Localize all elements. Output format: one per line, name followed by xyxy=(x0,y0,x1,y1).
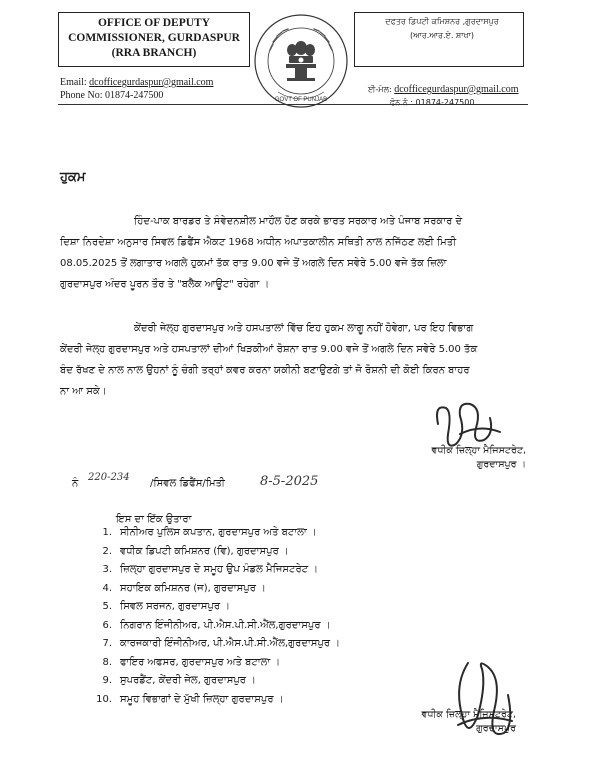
signatory-title: ਵਧੀਕ ਜ਼ਿਲ੍ਹਾ ਮੈਜਿਸਟਰੇਟ, xyxy=(421,709,516,720)
list-item: 2. ਵਧੀਕ ਡਿਪਟੀ ਕਮਿਸ਼ਨਰ (ਵਿ), ਗੁਰਦਾਸਪੁਰ । xyxy=(102,545,289,557)
copy-recipient-list xyxy=(90,524,340,709)
copy-to-label: ਇਸ ਦਾ ਇੱਕ ਉਤਾਰਾ xyxy=(116,514,192,525)
order-paragraph-1 xyxy=(60,211,528,295)
ref-date-handwritten: 8-5-2025 xyxy=(260,474,319,489)
office-branch-line: (RRA BRANCH) xyxy=(111,47,197,59)
email-label-punjabi: ਈ-ਮੇਲ: xyxy=(368,85,392,94)
svg-text:GOVT OF PUNJAB: GOVT OF PUNJAB xyxy=(274,97,328,103)
list-item: 6. ਨਿਗਰਾਨ ਇੰਜੀਨੀਅਰ, ਪੀ.ਐਸ.ਪੀ.ਸੀ.ਐੱਲ,ਗੁਰਦਾਸਪੁਰ । xyxy=(102,619,331,631)
list-item: 3. ਜ਼ਿਲ੍ਹਾ ਗੁਰਦਾਸਪੁਰ ਦੇ ਸਮੂਹ ਉਪ ਮੰਡਲ ਮੈਜਿਸਟਰੇਟ । xyxy=(102,564,318,575)
list-item: 1. ਸੀਨੀਅਰ ਪੁਲਿਸ ਕਪਤਾਨ, ਗੁਰਦਾਸਪੁਰ ਅਤੇ ਬਟਾਲਾ । xyxy=(102,527,317,538)
paragraph-line: ਕੇਂਦਰੀ ਜੇਲ੍ਹ ਗੁਰਦਾਸਪੁਰ ਅਤੇ ਹਸਪਤਾਲਾਂ ਵਿੱਚ ਇਹ ਹੁਕਮ ਲਾਗੂ ਨਹੀਂ ਹੋਵੇਗਾ, ਪਰ ਇਹ ਵਿਭਾਗ xyxy=(134,323,474,334)
list-item: 9. ਸੁਪਰਡੈਂਟ, ਕੇਂਦਰੀ ਜੇਲ, ਗੁਰਦਾਸਪੁਰ । xyxy=(102,675,256,686)
phone-label: Phone No: xyxy=(60,90,103,101)
ref-text: /ਸਿਵਲ ਡਿਫੈਂਸ/ਮਿਤੀ xyxy=(150,478,225,489)
signature-block-1 xyxy=(396,444,526,472)
email-label: Email: xyxy=(60,77,87,88)
list-item: 10. ਸਮੂਹ ਵਿਭਾਗਾਂ ਦੇ ਮੁੱਖੀ ਜ਼ਿਲ੍ਹਾ ਗੁਰਦਾਸਪੁਰ । xyxy=(96,693,284,705)
phone-punjabi: ਫੋਨ ਨੰ.: 01874-247500 xyxy=(390,98,475,107)
paragraph-line: 08.05.2025 ਤੋਂ ਲਗਾਤਾਰ ਅਗਲੇ ਹੁਕਮਾਂ ਤੱਕ ਰਾਤ 9.00 ਵਜੇ ਤੋਂ ਅਗਲੇ ਦਿਨ ਸਵੇਰੇ 5.00 ਵਜੇ ਤੱਕ ਜ਼ਿਲਾ xyxy=(60,258,447,269)
office-title-box-english xyxy=(58,12,250,67)
list-item: 4. ਸਹਾਇਕ ਕਮਿਸ਼ਨਰ (ਜ), ਗੁਰਦਾਸਪੁਰ । xyxy=(102,582,266,594)
paragraph-line: ਗੁਰਦਾਸਪੁਰ ਅੰਦਰ ਪੂਰਨ ਤੌਰ ਤੇ "ਬਲੈਕ ਆਊਟ" ਰਹੇਗਾ । xyxy=(60,279,270,290)
signatory-title: ਵਧੀਕ ਜ਼ਿਲ੍ਹਾ ਮੈਜਿਸਟਰੇਟ, xyxy=(431,445,526,456)
paragraph-line: ਨਾ ਆ ਸਕੇ। xyxy=(60,386,107,397)
signature-block-2 xyxy=(386,708,516,736)
header-divider xyxy=(58,104,528,105)
email-link[interactable]: dcofficegurdaspur@gmail.com xyxy=(89,77,214,88)
order-paragraph-2 xyxy=(60,318,528,402)
phone-number: 01874-247500 xyxy=(105,90,164,101)
order-heading: ਹੁਕਮ xyxy=(60,170,86,185)
list-item: 8. ਫਾਇਰ ਅਫਸਰ, ਗੁਰਦਾਸਪੁਰ ਅਤੇ ਬਟਾਲਾ । xyxy=(102,656,281,668)
office-title-line: OFFICE OF DEPUTY xyxy=(97,17,211,29)
ref-number-handwritten: 220-234 xyxy=(88,472,130,483)
signatory-place: ਗੁਰਦਾਸਪੁਰ । xyxy=(476,459,526,470)
ref-prefix: ਨੰ xyxy=(72,478,79,489)
punjab-govt-emblem-icon xyxy=(252,12,350,110)
paragraph-line: ਕੇਂਦਰੀ ਜੇਲ੍ਹ ਗੁਰਦਾਸਪੁਰ ਅਤੇ ਹਸਪਤਾਲਾਂ ਦੀਆਂ ਖਿੜਕੀਆਂ ਰੋਸ਼ਨਾ ਰਾਤ 9.00 ਵਜੇ ਤੋਂ ਅਗਲੇ ਦਿਨ ਸਵੇਰੇ 5.00 ਤੱਕ xyxy=(60,344,478,355)
paragraph-line: ਦਿਸ਼ਾ ਨਿਰਦੇਸ਼ਾ ਅਨੁਸਾਰ ਸਿਵਲ ਡਿਫੈਂਸ ਐਕਟ 1968 ਅਧੀਨ ਅਪਾਤਕਾਲੀਨ ਸਥਿਤੀ ਨਾਲ ਨਜਿੱਠਣ ਲਈ ਮਿਤੀ xyxy=(60,237,457,248)
email-link-punjabi[interactable]: dcofficegurdaspur@gmail.com xyxy=(394,84,519,95)
office-title-line: COMMISSIONER, GURDASPUR xyxy=(68,32,240,44)
office-title-box-punjabi xyxy=(354,12,524,67)
contact-english xyxy=(60,76,213,102)
signatory-place: ਗੁਰਦਾਸਪੁਰ xyxy=(476,723,516,734)
list-item: 5. ਸਿਵਲ ਸਰਜਨ, ਗੁਰਦਾਸਪੁਰ । xyxy=(102,601,230,612)
paragraph-line: ਹਿੰਦ-ਪਾਕ ਬਾਰਡਰ ਤੇ ਸੰਵੇਦਨਸ਼ੀਲ ਮਾਹੌਲ ਹੋਣ ਕਰਕੇ ਭਾਰਤ ਸਰਕਾਰ ਅਤੇ ਪੰਜਾਬ ਸਰਕਾਰ ਦੇ xyxy=(134,216,463,227)
office-title-line-punjabi: ਦਫਤਰ ਡਿਪਟੀ ਕਮਿਸ਼ਨਰ ,ਗੁਰਦਾਸਪੁਰ xyxy=(385,17,499,26)
paragraph-line: ਬੰਦ ਰੱਖਣ ਦੇ ਨਾਲ ਨਾਲ ਉਹਨਾਂ ਨੂੰ ਚੰਗੀ ਤਰ੍ਹਾਂ ਕਵਰ ਕਰਨਾ ਯਕੀਨੀ ਬਣਾਉਣਗੇ ਤਾਂ ਜੋ ਰੋਸ਼ਨੀ ਦੀ ਕੋਈ ਕਿਰਨ ਬਾਹਰ xyxy=(60,365,470,376)
handwritten-signature-2 xyxy=(448,655,518,755)
office-branch-line-punjabi: (ਆਰ.ਆਰ.ਏ. ਸ਼ਾਖਾ) xyxy=(409,31,475,40)
list-item: 7. ਕਾਰਜਕਾਰੀ ਇੰਜੀਨੀਅਰ, ਪੀ.ਐਸ.ਪੀ.ਸੀ.ਐੱਲ,ਗੁਰਦਾਸਪੁਰ । xyxy=(102,638,341,649)
contact-punjabi xyxy=(368,83,519,109)
